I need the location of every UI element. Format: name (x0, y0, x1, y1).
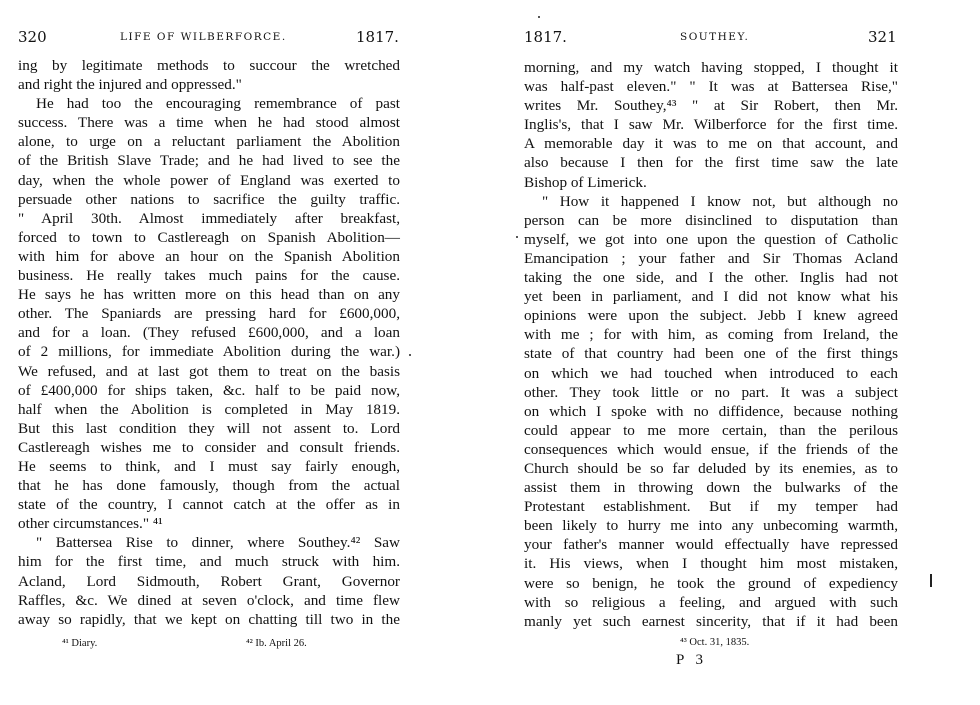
text-line: But this last condition they will not assent to. Lord (18, 419, 400, 437)
text-line: on which I spoke with no diffidence, because nothing (524, 402, 898, 420)
text-line: with me ; for with him, as coming from Ireland, the (524, 326, 898, 344)
text-line: were so benign, he took the ground of expediency (524, 574, 898, 592)
text-line: business. He really takes much pains for the cause. (18, 267, 400, 285)
text-line: it. His views, when I thought him most mistaken, (524, 555, 898, 573)
right-page-header (524, 28, 898, 48)
left-page-year: 1817. (356, 28, 399, 46)
text-line: myself, we got into one upon the question of Catholic (524, 230, 898, 248)
text-line: day, when the whole power of England was exerted to (18, 171, 400, 189)
text-line: persuade other nations to sacrifice the guilty traffic. (18, 190, 400, 208)
text-line: was half-past eleven." " It was at Battersea Rise," (524, 78, 898, 96)
text-line: state of that country had been one of the first things (524, 345, 898, 363)
footnote: ⁴² Ib. April 26. (246, 638, 307, 649)
text-line: yet been in parliament, and I did not know what his (524, 288, 898, 306)
text-line: Castlereagh wishes me to consider and consult friends. (18, 438, 400, 456)
text-line: taking the one side, and I the other. Inglis had not (524, 269, 898, 287)
left-running-title: LIFE OF WILBERFORCE. (120, 31, 287, 43)
text-line: consequences which would ensue, if the friends of the (524, 440, 898, 458)
text-line: morning, and my watch having stopped, I thought it (524, 59, 898, 76)
text-line: " How it happened I know not, but although no (542, 192, 898, 210)
left-page-text (18, 56, 400, 629)
text-line: other circumstances." ⁴¹ (18, 515, 163, 533)
text-line: with so religious a feeling, and argued with such (524, 593, 898, 611)
text-line: person can be more disinclined to disputation than (524, 211, 898, 229)
text-line: He says he has written more on this head than on any (18, 286, 400, 304)
stray-mark (516, 236, 518, 238)
text-line: Bishop of Limerick. (524, 173, 647, 191)
text-line: away so rapidly, that we kept on chatting till two in the (18, 610, 400, 628)
text-line: assist them in throwing down the bulwarks of the (524, 479, 898, 497)
text-line: other. They took little or no part. It was a subject (524, 383, 898, 401)
text-line: of the British Slave Trade; and he had lived to see the (18, 152, 400, 170)
right-page-number: 321 (868, 28, 897, 46)
text-line: state of the country, I cannot catch at the offer as in (18, 496, 400, 514)
text-line: He seems to think, and I must say fairly enough, (18, 457, 400, 475)
text-line: manly yet such earnest sincerity, that if it had been (524, 612, 898, 630)
stray-mark (409, 354, 411, 356)
text-line: could appear to me more certain, than the perilous (524, 421, 898, 439)
text-line: opinions were upon the subject. Jebb I knew agreed (524, 307, 898, 325)
text-line: Protestant establishment. But if my temper had (524, 498, 898, 516)
text-line: that he has done famously, though from the actual (18, 477, 400, 495)
text-line: your father's manner would effectually have repressed (524, 536, 898, 554)
left-page-number: 320 (18, 28, 47, 46)
text-line: forced to town to Castlereagh on Spanish Abolition— (18, 228, 400, 246)
text-line: " Battersea Rise to dinner, where Southey.⁴² Saw (36, 534, 400, 552)
text-line: He had too the encouraging remembrance of past (36, 95, 400, 113)
right-page-text (524, 58, 898, 631)
signature-mark: P 3 (676, 652, 708, 668)
text-line: him for the first time, and much struck with him. (18, 553, 400, 571)
stray-mark (930, 574, 932, 587)
text-line: Inglis's, that I saw Mr. Wilberforce for the first time. (524, 116, 898, 134)
footnote: ⁴¹ Diary. (62, 638, 98, 649)
text-line: We refused, and at last got them to treat on the basis (18, 362, 400, 380)
text-line: with him for above an hour on the Spanish Abolition (18, 247, 400, 265)
text-line: of 2 millions, for immediate Abolition during the war.) (18, 343, 400, 361)
text-line: on which we had touched when introduced to each (524, 364, 898, 382)
text-line: alone, to urge on a reluctant parliament the Abolition (18, 133, 400, 151)
text-line: A memorable day it was to me on that account, and (524, 135, 898, 153)
text-line: Acland, Lord Sidmouth, Robert Grant, Governor (18, 572, 400, 590)
right-running-title: SOUTHEY. (680, 31, 750, 43)
text-line: of £400,000 for ships taken, &c. half to be paid now, (18, 381, 400, 399)
text-line: half when the Abolition is completed in May 1819. (18, 400, 400, 418)
text-line: Raffles, &c. We dined at seven o'clock, and time flew (18, 591, 400, 609)
right-footnotes (680, 637, 749, 648)
text-line: " April 30th. Almost immediately after breakfast, (18, 209, 400, 227)
text-line: and right the injured and oppressed." (18, 76, 242, 94)
text-line: been likely to hurry me into any unbecoming warmth, (524, 517, 898, 535)
text-line: success. There was a time when he had stood almost (18, 114, 400, 132)
text-line: Church should be so far deluded by its enemies, as to (524, 459, 898, 477)
text-line: writes Mr. Southey,⁴³ " at Sir Robert, then Mr. (524, 97, 898, 115)
text-line: other. The Spaniards are pressing hard for £600,000, (18, 305, 400, 323)
right-page (490, 0, 980, 705)
text-line: Emancipation ; your father and Sir Thomas Acland (524, 249, 898, 267)
stray-mark (538, 16, 540, 18)
left-page-header (18, 28, 400, 48)
text-line: also because I then for the first time saw the late (524, 154, 898, 172)
right-page-year: 1817. (524, 28, 567, 46)
text-line: and for a loan. (They refused £600,000, and a loan (18, 324, 400, 342)
footnote: ⁴³ Oct. 31, 1835. (680, 637, 750, 648)
text-line: ing by legitimate methods to succour the wretched (18, 57, 400, 74)
